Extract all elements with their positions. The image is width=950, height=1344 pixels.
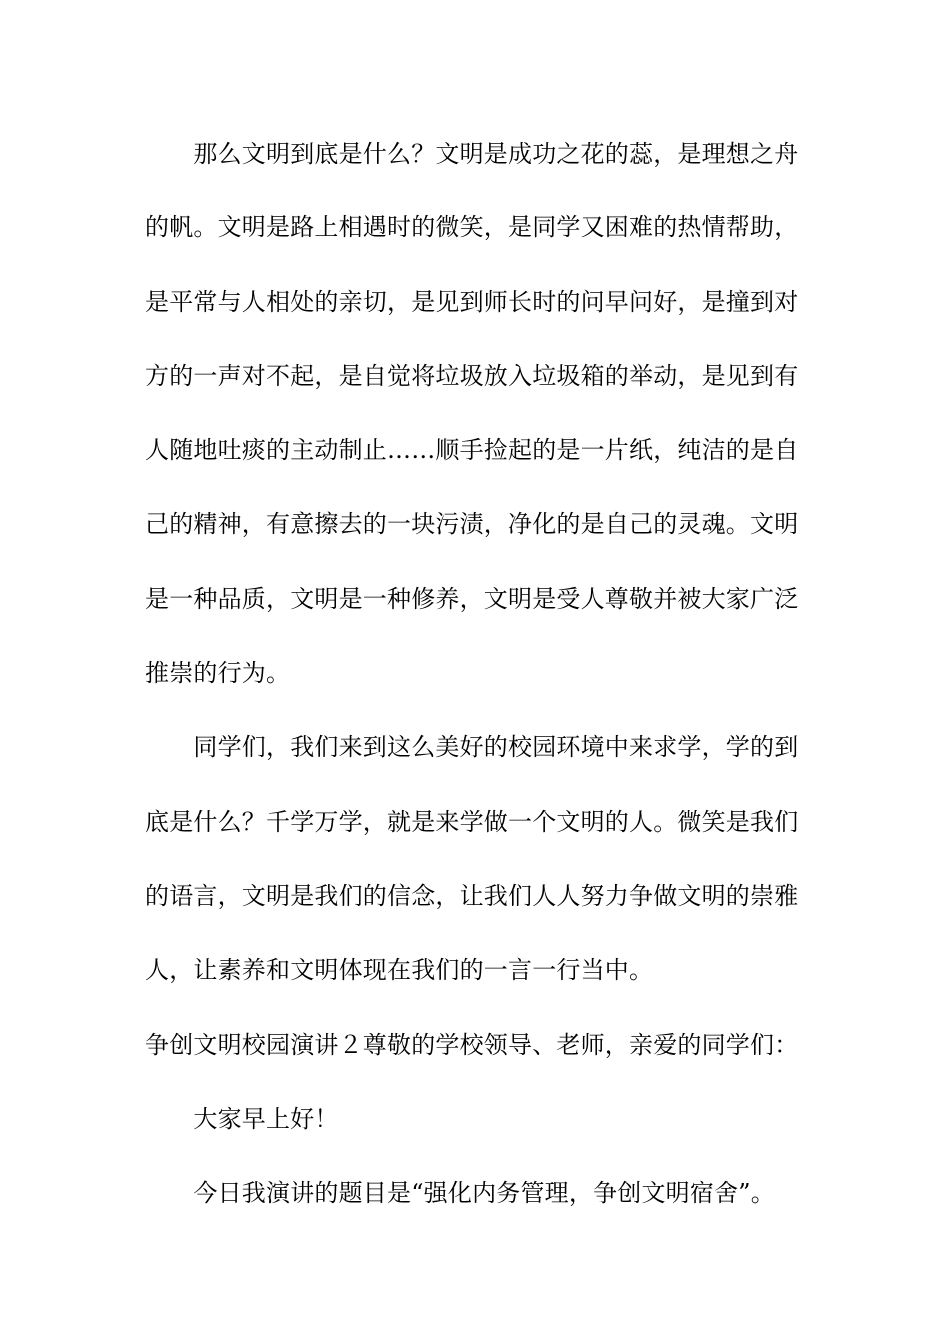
text-line: 那么文明到底是什么？文明是成功之花的蕊，是理想之舟 — [145, 140, 799, 168]
text-line: 底是什么？千学万学，就是来学做一个文明的人。微笑是我们 — [145, 808, 799, 836]
text-line: 的帆。文明是路上相遇时的微笑，是同学又困难的热情帮助， — [145, 213, 799, 241]
text-line: 同学们，我们来到这么美好的校园环境中来求学，学的到 — [145, 733, 799, 761]
text-line: 推崇的行为。 — [145, 659, 291, 687]
text-line: 争创文明校园演讲２尊敬的学校领导、老师，亲爱的同学们： — [145, 1031, 799, 1059]
text-line: 大家早上好！ — [145, 1105, 339, 1133]
text-line: 方的一声对不起，是自觉将垃圾放入垃圾箱的举动，是见到有 — [145, 362, 799, 390]
text-line: 今日我演讲的题目是“强化内务管理，争创文明宿舍”。 — [145, 1179, 775, 1207]
text-line: 己的精神，有意擦去的一块污渍，净化的是自己的灵魂。文明 — [145, 510, 799, 538]
text-line: 是一种品质，文明是一种修养，文明是受人尊敬并被大家广泛 — [145, 585, 799, 613]
text-line: 人，让素养和文明体现在我们的一言一行当中。 — [145, 956, 654, 984]
text-line: 是平常与人相处的亲切，是见到师长时的问早问好，是撞到对 — [145, 288, 799, 316]
text-line: 的语言，文明是我们的信念，让我们人人努力争做文明的崇雅 — [145, 882, 799, 910]
text-line: 人随地吐痰的主动制止……顺手捡起的是一片纸，纯洁的是自 — [145, 436, 799, 464]
